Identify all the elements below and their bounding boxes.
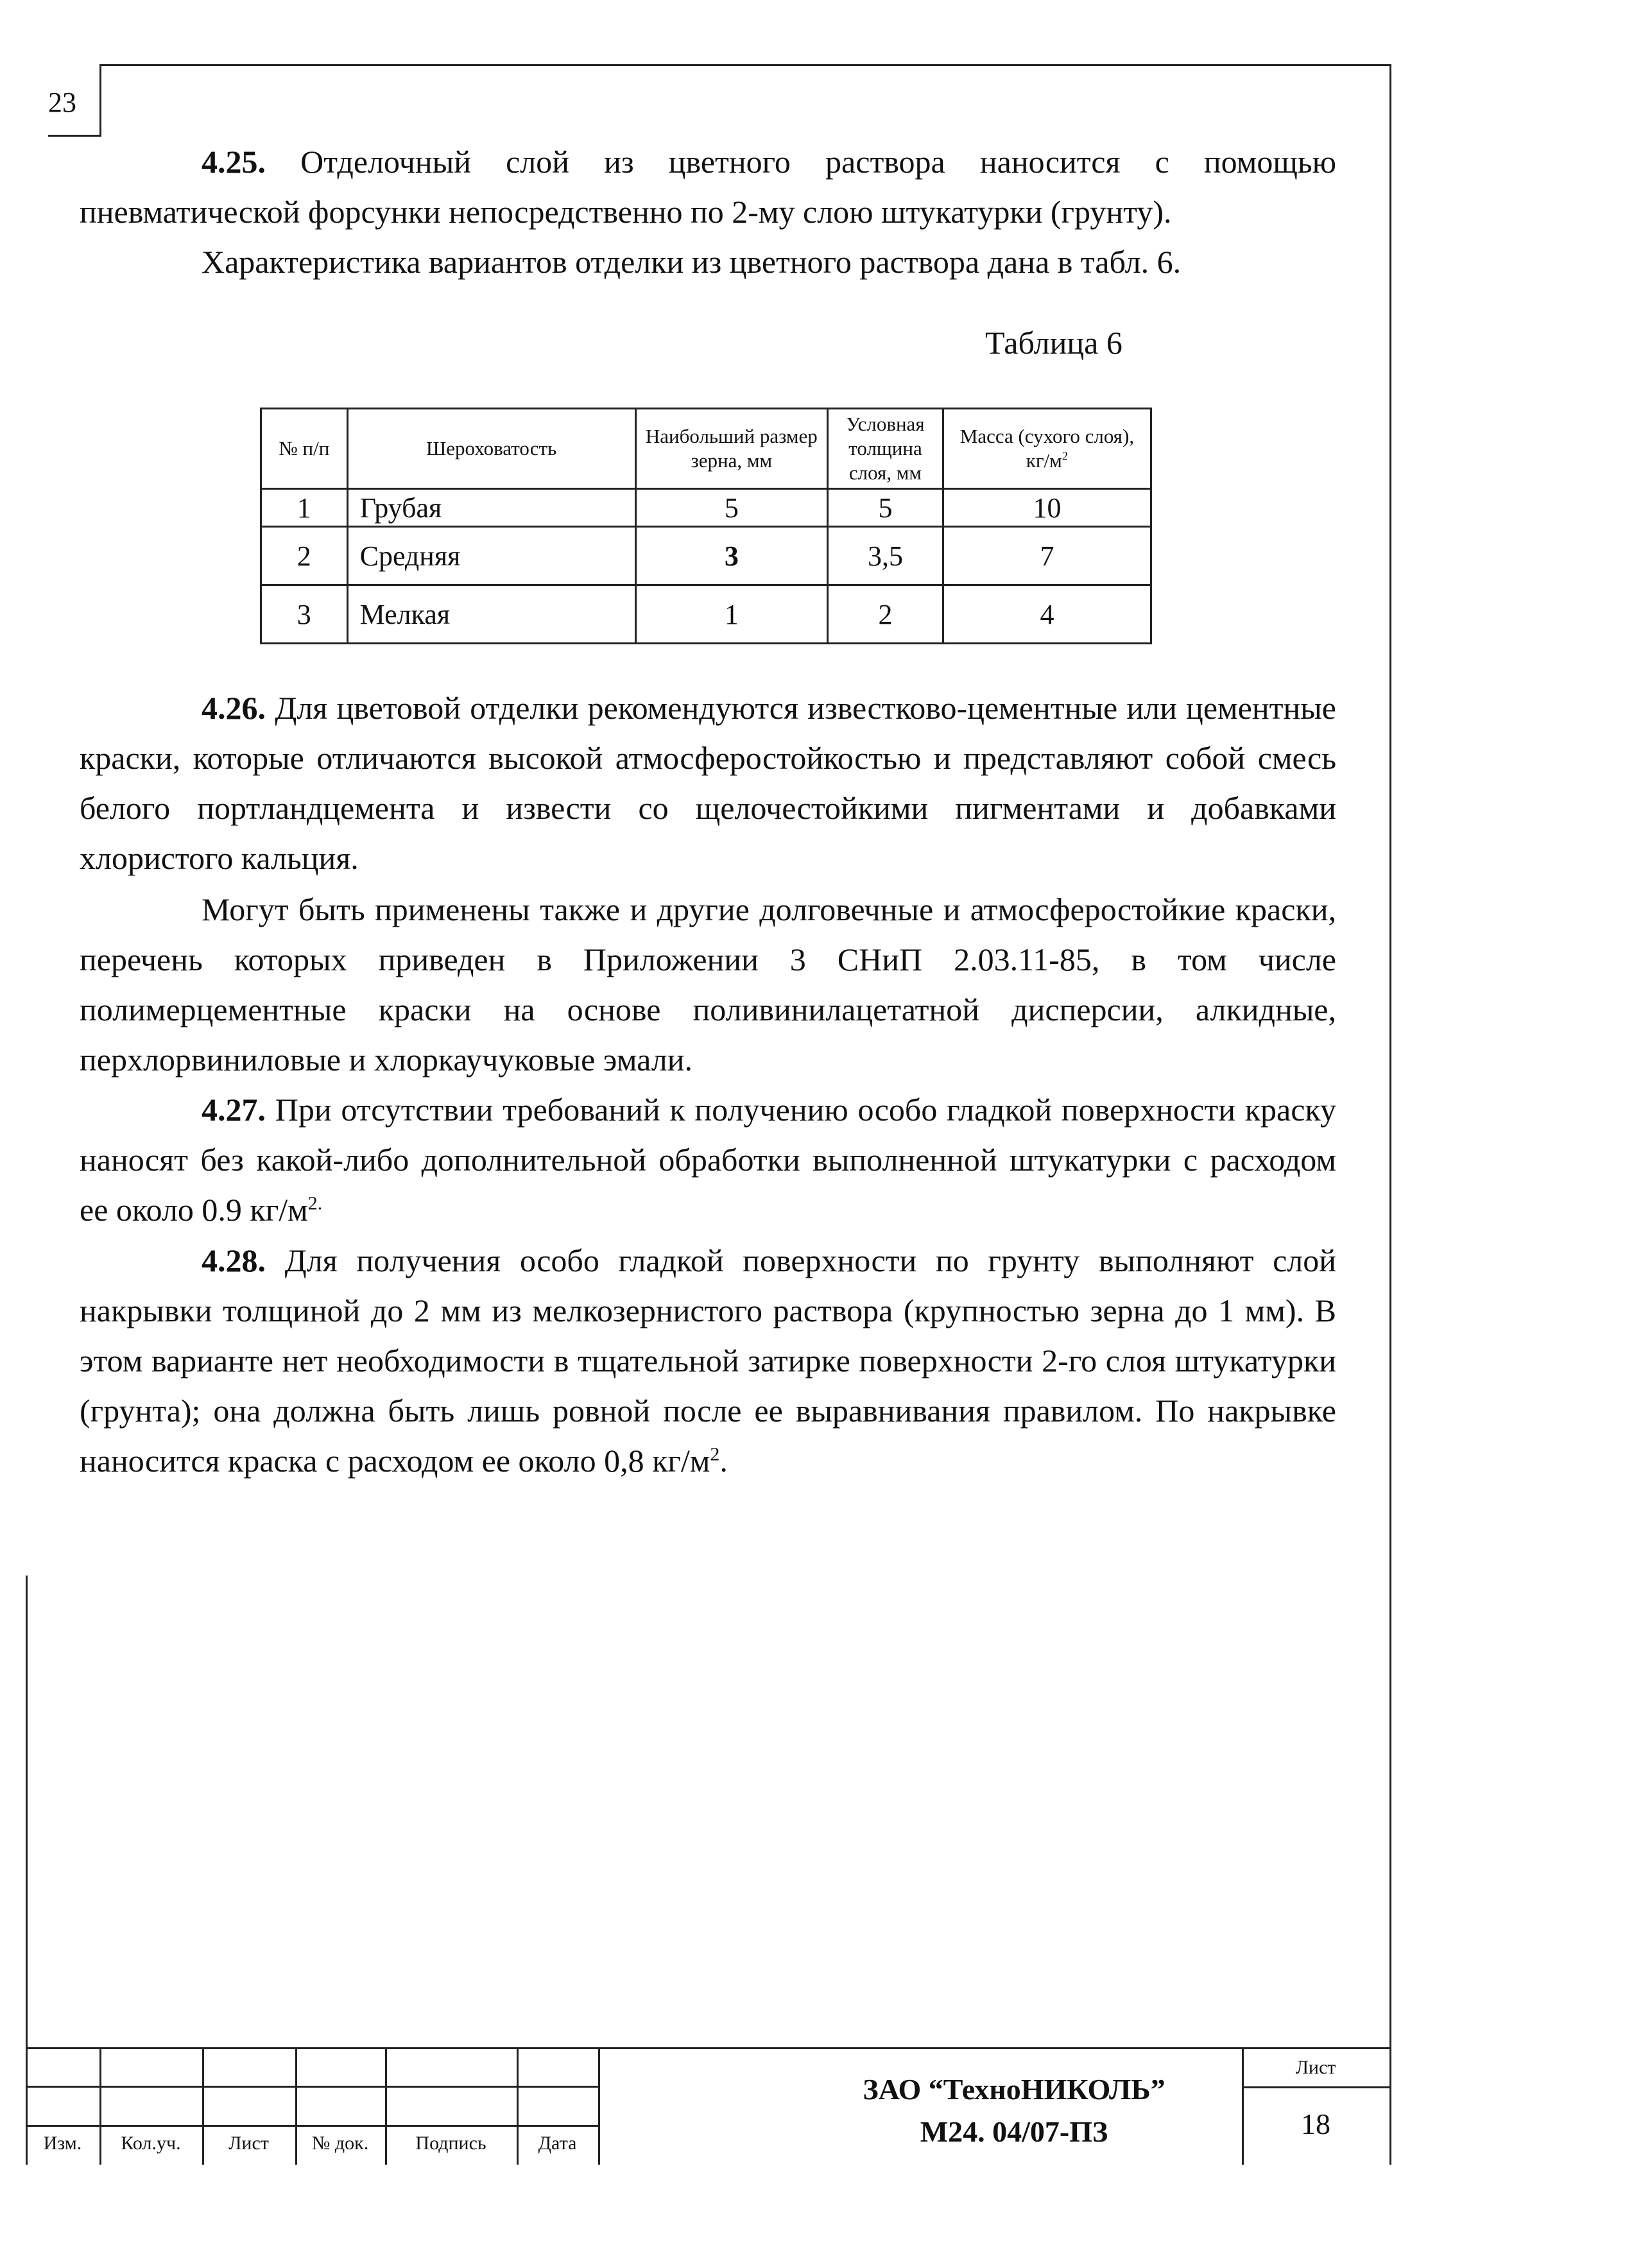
tb-label-koluch: Кол.уч. [121, 2133, 181, 2154]
paragraph-4-25-text: Отделочный слой из цветного раствора наносится с помощью пневматической форсунки непосредственно по 2-му слою штукатурки (грунту). [80, 144, 1336, 230]
paragraph-4-26 [80, 683, 1336, 883]
header-grain-size: Наибольший размер зерна, мм [635, 409, 828, 489]
cell-mass: 4 [943, 585, 1151, 644]
cell-num: 2 [261, 527, 348, 585]
header-num: № п/п [261, 409, 348, 489]
tb-label-ndok: № док. [311, 2133, 369, 2154]
cell-mass: 7 [943, 527, 1151, 585]
paragraph-4-27-text: При отсутствии требований к получению особо гладкой поверхности краску наносят без какой-либо дополнительной обработки выполненной штукатурки с расходом ее около 0.9 кг/м [80, 1092, 1336, 1228]
paragraph-4-25-table-ref-text: Характеристика вариантов отделки из цветного раствора дана в табл. 6. [202, 244, 1182, 280]
cell-roughness: Средняя [347, 527, 635, 585]
organization-name: ЗАО “ТехноНИКОЛЬ” [863, 2073, 1165, 2106]
tb-sheet-label: Лист [1295, 2057, 1336, 2078]
tb-sheet-number: 18 [1301, 2108, 1330, 2140]
table-header-row [261, 409, 1151, 489]
cell-thickness: 3,5 [828, 527, 943, 585]
paragraph-4-28-sup: 2 [710, 1443, 720, 1465]
tb-divider [598, 2049, 600, 2165]
table-row [261, 527, 1151, 585]
paragraph-4-25 [80, 137, 1336, 237]
cell-roughness: Мелкая [347, 585, 635, 644]
corner-page-box [48, 64, 101, 137]
cell-num: 3 [261, 585, 348, 644]
header-mass-sup: 2 [1062, 449, 1069, 463]
cell-mass: 10 [943, 489, 1151, 527]
table-caption: Таблица 6 [985, 325, 1122, 361]
paragraph-4-26-continued-text: Могут быть применены также и другие долговечные и атмосферостойкие краски, перечень которых приведен в Приложении 3 СНиП 2.03.11-85, в том числе полимерцементные краски на основе поливинилацетатной дисперсии, алкидные, перхлорвиниловые и хлоркаучуковые эмали. [80, 891, 1336, 1078]
header-mass-text: Масса (сухого слоя), кг/м [959, 425, 1135, 472]
header-mass [943, 409, 1151, 489]
paragraph-4-25-number: 4.25. [202, 144, 266, 180]
paragraph-4-27-number: 4.27. [202, 1092, 266, 1128]
cell-grain: 5 [635, 489, 828, 527]
paragraph-4-26-number: 4.26. [202, 690, 266, 726]
cell-grain: 1 [635, 585, 828, 644]
document-code: М24. 04/07-ПЗ [920, 2115, 1108, 2148]
paragraph-4-28-end: . [719, 1443, 728, 1479]
paragraph-4-28 [80, 1235, 1336, 1486]
tb-organization [754, 2068, 1274, 2153]
table-row [261, 585, 1151, 644]
tb-row-line [26, 2086, 598, 2088]
cell-thickness: 2 [828, 585, 943, 644]
title-block [26, 2047, 1389, 2165]
tb-row-line [26, 2125, 598, 2127]
cell-roughness: Грубая [347, 489, 635, 527]
corner-page-number: 23 [48, 87, 76, 118]
tb-label-podpis: Подпись [415, 2133, 486, 2154]
cell-grain: 3 [635, 527, 828, 585]
table-6 [260, 408, 1152, 644]
table-row [261, 489, 1151, 527]
paragraph-4-26-continued [80, 884, 1336, 1085]
tb-label-list: Лист [228, 2133, 269, 2154]
paragraph-4-26-text: Для цветовой отделки рекомендуются известково-цементные или цементные краски, которые отличаются высокой атмосферостойкостью и представляют собой смесь белого портландцемента и извести со щелочестойкими пигментами и добавками хлористого кальция. [80, 690, 1336, 876]
paragraph-4-25-table-ref [80, 237, 1336, 287]
paragraph-4-27 [80, 1085, 1336, 1235]
header-thickness: Условная толщина слоя, мм [828, 409, 943, 489]
cell-num: 1 [261, 489, 348, 527]
header-roughness: Шероховатость [347, 409, 635, 489]
paragraph-4-28-text: Для получения особо гладкой поверхности по грунту выполняют слой накрывки толщиной до 2 мм из мелкозернистого раствора (крупностью зерна до 1 мм). В этом варианте нет необходимости в тщательной затирке поверхности 2-го слоя штукатурки (грунта); она должна быть лишь ровной после ее выравнивания правилом. По накрывке наносится краска с расходом ее около 0,8 кг/м [80, 1242, 1336, 1479]
tb-label-data: Дата [538, 2133, 577, 2154]
tb-label-izm: Изм. [43, 2133, 82, 2154]
paragraph-4-28-number: 4.28. [202, 1242, 266, 1278]
paragraph-4-27-sup: 2. [307, 1192, 323, 1214]
cell-thickness: 5 [828, 489, 943, 527]
